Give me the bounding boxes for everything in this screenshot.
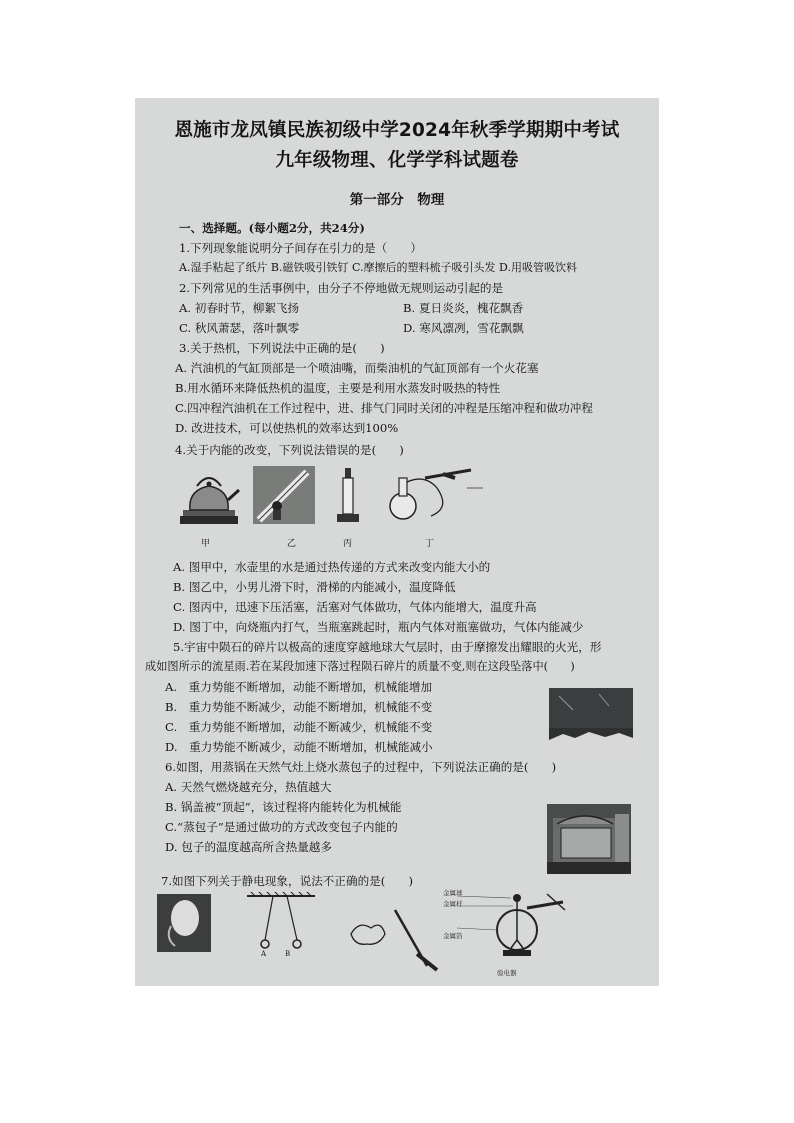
q1-options: A.湿手粘起了纸片 B.磁铁吸引铁钉 C.摩擦后的塑料梳子吸引头发 D.用吸管吸饮料 (179, 261, 577, 274)
electroscope-caption: 验电器 (497, 969, 517, 977)
q6-option-a: A. 天然气燃烧越充分，热值越大 (165, 780, 332, 794)
exam-title-line1: 恩施市龙凤镇民族初级中学2024年秋季学期期中考试 (174, 120, 620, 141)
q3-option-c: C.四冲程汽油机在工作过程中，进、排气门同时关闭的冲程是压缩冲程和做功冲程 (175, 401, 593, 415)
q3-option-b: B.用水循环来降低热机的温度，主要是利用水蒸发时吸热的特性 (175, 381, 501, 395)
q4-label-ding: 丁 (425, 539, 435, 549)
q6-stem: 6.如图，用蒸锅在天然气灶上烧水蒸包子的过程中，下列说法正确的是( ) (165, 760, 557, 774)
part-heading: 第一部分 物理 (349, 192, 445, 208)
static-photo (157, 894, 211, 952)
electroscope-label-rod: 金属杆 (443, 900, 463, 908)
piston-figure (337, 468, 359, 522)
q3-option-d: D. 改进技术，可以使热机的效率达到100% (175, 421, 399, 435)
q5-option-c: C. 重力势能不断增加，动能不断减少，机械能不变 (165, 720, 433, 734)
q7-label-a: A (261, 950, 267, 958)
q4-stem: 4.关于内能的改变，下列说法错误的是( ) (175, 443, 404, 457)
q5-option-a: A. 重力势能不断增加，动能不断增加，机械能增加 (165, 680, 433, 694)
q4-label-yi: 乙 (287, 539, 297, 549)
q3-option-a: A. 汽油机的气缸顶部是一个喷油嘴，而柴油机的气缸顶部有一个火花塞 (175, 361, 539, 375)
q6-option-c: C.“蒸包子”是通过做功的方式改变包子内能的 (165, 820, 398, 834)
q2-option-b: B. 夏日炎炎，槐花飘香 (403, 301, 524, 315)
q4-figures (175, 464, 485, 526)
q2-stem: 2.下列常见的生活事例中，由分子不停地做无规则运动引起的是 (179, 281, 504, 295)
q7-stem: 7.如图下列关于静电现象，说法不正确的是( ) (161, 874, 413, 888)
electroscope (457, 894, 565, 956)
q5-stem-line2: 成如图所示的流星雨.若在某段加速下落过程陨石碎片的质量不变,则在这段坠落中( ) (145, 660, 575, 673)
kettle-figure (180, 478, 239, 524)
q3-stem: 3.关于热机，下列说法中正确的是( ) (179, 341, 385, 355)
q6-option-d: D. 包子的温度越高所含热量越多 (165, 840, 332, 854)
exam-paper (135, 98, 659, 986)
steamer-photo (547, 804, 631, 874)
q5-option-b: B. 重力势能不断减少，动能不断增加，机械能不变 (165, 700, 433, 714)
q4-label-bing: 丙 (343, 539, 353, 549)
q4-option-d: D. 图丁中，向烧瓶内打气，当瓶塞跳起时，瓶内气体对瓶塞做功，气体内能减少 (173, 620, 584, 634)
q2-option-c: C. 秋风萧瑟，落叶飘零 (179, 321, 300, 335)
q5-stem-line1: 5.宇宙中陨石的碎片以极高的速度穿越地球大气层时，由于摩擦发出耀眼的火光，形 (173, 640, 602, 654)
q7-label-b: B (285, 950, 291, 958)
q5-option-d: D. 重力势能不断减少，动能不断增加，机械能减小 (165, 740, 433, 754)
q4-label-jia: 甲 (201, 539, 211, 549)
q4-option-b: B. 图乙中，小男儿滑下时，滑梯的内能减小，温度降低 (173, 580, 456, 594)
section-heading: 一、选择题。(每小题2分，共24分) (179, 221, 365, 235)
hanging-balls (247, 892, 315, 948)
flask-figure (390, 470, 483, 519)
q2-option-d: D. 寒风凛冽，雪花飘飘 (403, 321, 524, 335)
electroscope-label-foil: 金属箔 (443, 932, 463, 940)
slide-figure (253, 466, 315, 524)
meteor-photo (549, 688, 633, 754)
q2-option-a: A. 初春时节，柳絮飞扬 (179, 301, 300, 315)
q4-option-c: C. 图丙中，迅速下压活塞，活塞对气体做功，气体内能增大，温度升高 (173, 600, 537, 614)
q6-option-b: B. 锅盖被“顶起”，该过程将内能转化为机械能 (165, 800, 402, 814)
exam-title-line2: 九年级物理、化学学科试题卷 (275, 150, 519, 171)
comb-paper (351, 910, 437, 970)
q1-stem: 1.下列现象能说明分子间存在引力的是（ ） (179, 241, 422, 255)
electroscope-label-ball: 金属球 (443, 889, 463, 897)
q4-option-a: A. 图甲中，水壶里的水是通过热传递的方式来改变内能大小的 (173, 560, 491, 574)
